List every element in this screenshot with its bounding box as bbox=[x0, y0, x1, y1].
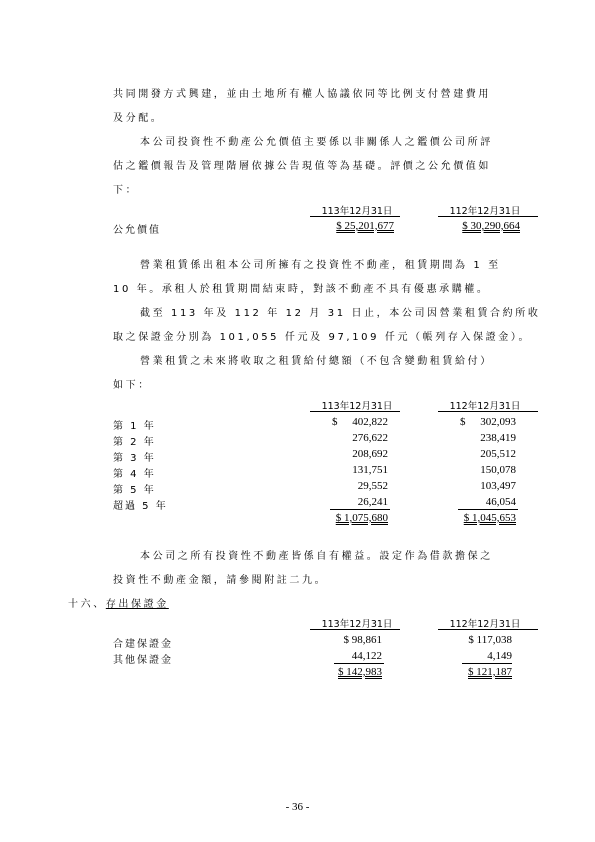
deposit-total-2023: $ 121,187 bbox=[468, 666, 512, 678]
lease-row-2023: 302,093 bbox=[480, 416, 516, 428]
fair-value-col2-rule bbox=[438, 216, 538, 217]
lease-row-label: 第 3 年 bbox=[113, 453, 156, 464]
lease-row-2024: 26,241 bbox=[357, 496, 388, 508]
lease-subtotal-rule-2 bbox=[458, 509, 518, 510]
para1-line1: 共同開發方式興建，並由土地所有權人協議依同等比例支付營建費用 bbox=[113, 89, 491, 100]
deposit-row-label: 合建保證金 bbox=[113, 639, 173, 650]
fair-value-2024: $ 25,201,677 bbox=[336, 220, 394, 232]
fair-value-2023: $ 30,290,664 bbox=[462, 220, 520, 232]
lease-row-label: 第 1 年 bbox=[113, 421, 156, 432]
deposit-subtotal-rule-1 bbox=[334, 663, 384, 664]
deposit-col2-header: 112年12月31日 bbox=[449, 619, 521, 630]
para5-line1: 營業租賃之未來將收取之租賃給付總額（不包含變動租賃給付） bbox=[140, 356, 493, 367]
lease-row-label: 第 2 年 bbox=[113, 437, 156, 448]
para3-line1: 營業租賃係出租本公司所擁有之投資性不動產，租賃期間為 1 至 bbox=[140, 260, 501, 271]
lease-row-2023: 150,078 bbox=[480, 464, 516, 476]
deposit-row-2024: 44,122 bbox=[351, 650, 382, 662]
fair-value-col2-header: 112年12月31日 bbox=[449, 206, 521, 217]
section-16-heading bbox=[68, 595, 169, 610]
deposit-col1-rule bbox=[310, 629, 400, 630]
section-number: 十六、 bbox=[68, 599, 106, 610]
lease-row-2024: 131,751 bbox=[352, 464, 388, 476]
deposit-col1-header: 113年12月31日 bbox=[321, 619, 393, 630]
page-number: - 36 - bbox=[285, 801, 310, 813]
deposit-col2-rule bbox=[438, 629, 538, 630]
para3-line2: 10 年。承租人於租賃期間結束時，對該不動產不具有優惠承購權。 bbox=[113, 284, 490, 295]
para4-line1: 截至 113 年及 112 年 12 月 31 日止，本公司因營業租賃合約所收 bbox=[140, 308, 541, 319]
para2-line2: 估之鑑價報告及管理階層依據公告現值等為基礎。評價之公允價值如 bbox=[113, 161, 491, 172]
lease-total-2023: $ 1,045,653 bbox=[463, 512, 516, 524]
para5-line2: 如下： bbox=[113, 380, 151, 391]
lease-currency-1: $ bbox=[332, 416, 338, 428]
deposit-total-2024: $ 142,983 bbox=[338, 666, 382, 678]
lease-total-2024: $ 1,075,680 bbox=[335, 512, 388, 524]
lease-col1-rule bbox=[310, 411, 400, 412]
lease-row-2023: 46,054 bbox=[485, 496, 516, 508]
lease-row-2023: 103,497 bbox=[480, 480, 516, 492]
para2-line1: 本公司投資性不動產公允價值主要係以非關係人之鑑價公司所評 bbox=[140, 137, 493, 148]
lease-row-2023: 238,419 bbox=[480, 432, 516, 444]
para2-line3: 下： bbox=[113, 185, 139, 196]
deposit-row-label: 其他保證金 bbox=[113, 655, 173, 666]
lease-col2-rule bbox=[438, 411, 538, 412]
fair-value-label: 公允價值 bbox=[113, 225, 161, 236]
fair-value-col1-rule bbox=[310, 216, 400, 217]
deposit-subtotal-rule-2 bbox=[462, 663, 512, 664]
para4-line2: 取之保證金分別為 101,055 仟元及 97,109 仟元（帳列存入保證金）。 bbox=[113, 332, 532, 343]
lease-col1-header: 113年12月31日 bbox=[321, 401, 393, 412]
lease-currency-2: $ bbox=[460, 416, 466, 428]
lease-row-2024: 402,822 bbox=[352, 416, 388, 428]
deposit-row-2024: $ 98,861 bbox=[343, 634, 382, 646]
fair-value-col1-header: 113年12月31日 bbox=[321, 206, 393, 217]
para6-line2: 投資性不動產金額，請參閱附註二九。 bbox=[113, 575, 328, 586]
lease-col2-header: 112年12月31日 bbox=[449, 401, 521, 412]
para1-line2: 及分配。 bbox=[113, 113, 164, 124]
lease-row-2024: 276,622 bbox=[352, 432, 388, 444]
lease-row-label: 超過 5 年 bbox=[113, 501, 168, 512]
lease-subtotal-rule-1 bbox=[330, 509, 390, 510]
lease-row-label: 第 5 年 bbox=[113, 485, 156, 496]
lease-row-label: 第 4 年 bbox=[113, 469, 156, 480]
para6-line1: 本公司之所有投資性不動產皆係自有權益。設定作為借款擔保之 bbox=[140, 551, 493, 562]
lease-row-2024: 208,692 bbox=[352, 448, 388, 460]
lease-row-2024: 29,552 bbox=[357, 480, 388, 492]
lease-row-2023: 205,512 bbox=[480, 448, 516, 460]
section-title: 存出保證金 bbox=[105, 599, 169, 610]
deposit-row-2023: $ 117,038 bbox=[468, 634, 512, 646]
deposit-row-2023: 4,149 bbox=[487, 650, 512, 662]
